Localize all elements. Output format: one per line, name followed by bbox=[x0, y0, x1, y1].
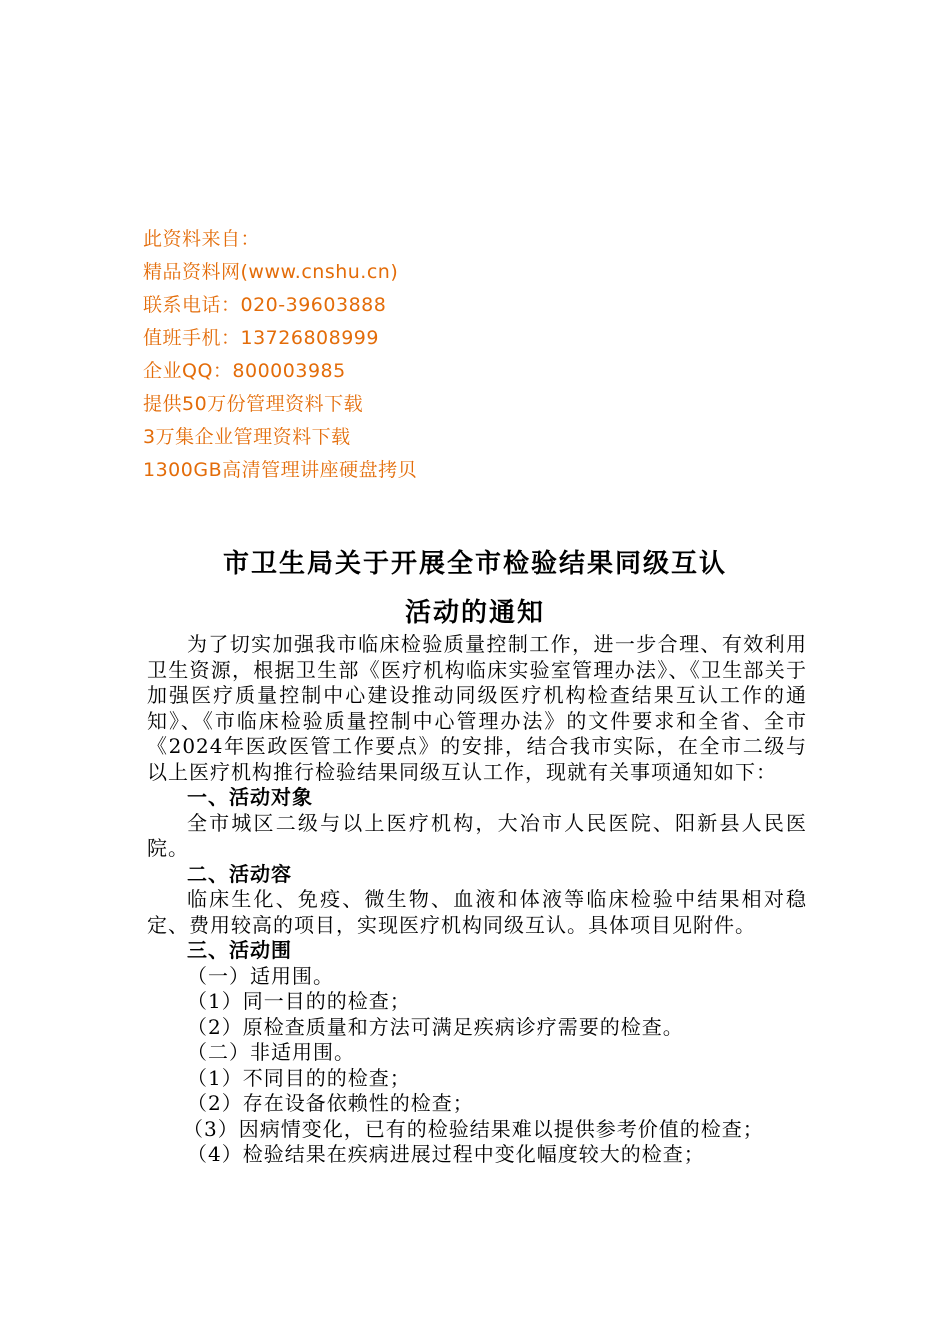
document-body bbox=[147, 632, 807, 1168]
list-item: （1）同一目的的检查； bbox=[187, 989, 411, 1013]
list-item: （4）检验结果在疾病进展过程中变化幅度较大的检查； bbox=[187, 1142, 705, 1166]
source-offer-2: 3万集企业管理资料下载 bbox=[143, 426, 351, 448]
section-1-text: 全市城区二级与以上医疗机构，大冶市人民医院、阳新县人民医院。 bbox=[147, 810, 807, 860]
section-2-text: 临床生化、免疫、微生物、血液和体液等临床检验中结果相对稳定、费用较高的项目，实现医疗机构同级互认。具体项目见附件。 bbox=[147, 887, 807, 937]
list-item: （1）不同目的的检查； bbox=[187, 1065, 411, 1090]
document-title-line-1: 市卫生局关于开展全市检验结果同级互认 bbox=[222, 549, 727, 579]
source-info-block bbox=[143, 223, 643, 487]
list-item: （2）存在设备依赖性的检查； bbox=[187, 1091, 474, 1115]
list-item: （一）适用围。 bbox=[187, 963, 334, 988]
intro-paragraph: 为了切实加强我市临床检验质量控制工作，进一步合理、有效利用卫生资源，根据卫生部《医疗机构临床实验室管理办法》、《卫生部关于加强医疗质量控制中心建设推动同级医疗机构检查结果互认工作的通知》、《市临床检验质量控制中心管理办法》的文件要求和全省、全市《2024年医政医管工作要点》的安排，结合我市实际，在全市二级与以上医疗机构推行检验结果同级互认工作，现就有关事项通知如下： bbox=[147, 632, 807, 784]
list-item: （3）因病情变化，已有的检验结果难以提供参考价值的检查； bbox=[183, 1116, 764, 1141]
source-offer-1: 提供50万份管理资料下载 bbox=[143, 393, 364, 415]
list-item: （二）非适用围。 bbox=[187, 1040, 355, 1064]
source-phone: 联系电话：020-39603888 bbox=[143, 294, 387, 316]
source-offer-3: 1300GB高清管理讲座硬盘拷贝 bbox=[143, 459, 418, 481]
section-2-heading: 二、活动容 bbox=[187, 861, 292, 886]
list-item: （2）原检查质量和方法可满足疾病诊疗需要的检查。 bbox=[187, 1014, 684, 1039]
source-qq: 企业QQ：800003985 bbox=[143, 360, 346, 382]
section-3-heading: 三、活动围 bbox=[187, 938, 292, 962]
source-mobile: 值班手机：13726808999 bbox=[143, 327, 379, 349]
source-line: 此资料来自： bbox=[143, 228, 261, 250]
source-website: 精品资料网(www.cnshu.cn) bbox=[143, 261, 399, 283]
document-title-line-2: 活动的通知 bbox=[404, 598, 545, 628]
section-1-heading: 一、活动对象 bbox=[187, 785, 313, 809]
